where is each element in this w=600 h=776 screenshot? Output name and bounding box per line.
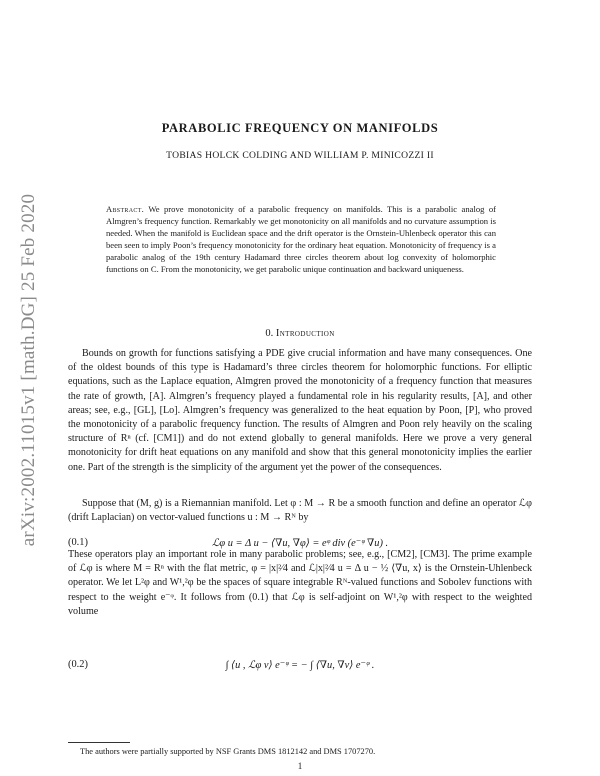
section-number: 0.	[265, 328, 274, 339]
paragraph-operators: These operators play an important role in many parabolic problems; see, e.g., [CM2], [CM3]. The prime example of ℒφ is where M = Rⁿ with the flat metric, φ = |x|²⁄4 and ℒ|x|²⁄4 u = Δ u − ½ ⟨∇u, x⟩ is the Ornstein-Uhlenbeck operator. We let L²φ and W¹,²φ be the spaces of square integrable Rᴺ-valued functions and Sobolev functions with respect to the weight e⁻ᵠ. It follows from (0.1) that ℒφ is self-adjoint on W¹,²φ with respect to the weighted volume	[68, 549, 532, 617]
abstract-label: Abstract.	[106, 204, 145, 214]
section-heading	[0, 328, 600, 339]
page-number: 1	[297, 761, 303, 771]
equation-formula: ∫ ⟨u , ℒφ v⟩ e⁻ᵠ = − ∫ ⟨∇u, ∇v⟩ e⁻ᵠ .	[225, 660, 375, 671]
abstract-text: We prove monotonicity of a parabolic frequency on manifolds. This is a parabolic analog of Almgren’s frequency function. Remarkably we get monotonicity on all manifolds and no curvature assumption is needed. When the manifold is Euclidean space and the drift operator is the Ornstein-Uhlenbeck operator this can been seen to imply Poon’s frequency monotonicity for the ordinary heat equation. Monotonicity of frequency is a parabolic analog of the 19th century Hadamard three circles theorem about log convexity of holomorphic functions on C. From the monotonicity, we get parabolic unique continuation and backward uniqueness.	[106, 204, 497, 274]
paper-authors: TOBIAS HOLCK COLDING AND WILLIAM P. MINICOZZI II	[166, 150, 434, 161]
abstract	[106, 204, 496, 275]
equation-formula: ℒφ u = Δ u − ⟨∇u, ∇φ⟩ = eᵠ div (e⁻ᵠ ∇u) .	[211, 538, 389, 549]
footnote-rule	[68, 742, 130, 743]
paragraph-intro: Bounds on growth for functions satisfying a PDE give crucial information and have many consequences. One of the oldest bounds of this type is Hadamard’s three circles theorem for holomorphic functions. For elliptic equations, such as the Laplace equation, Almgren proved the monotonicity of a frequency function that measures the rate of growth, [A]. Almgren’s frequency played a fundamental role in his regularity results, [A], and other areas; see, e.g., [GL], [Lo]. Almgren’s frequency was generalized to the heat equation by Poon, [P], who proved the monotonicity of a parabolic frequency function. The results of Almgren and Poon rely heavily on the scaling structure of Rⁿ (cf. [CM1]) and do not extend globally to general manifolds. Here we prove a very general monotonicity for drift heat equations on any manifold and show that this general monotonicity implies the earlier one. Part of the strength is the simplicity of the argument yet the power of the consequences.	[68, 348, 532, 473]
arxiv-stamp	[14, 160, 44, 580]
paper-title: PARABOLIC FREQUENCY ON MANIFOLDS	[161, 121, 439, 135]
paragraph-setup: Suppose that (M, g) is a Riemannian manifold. Let φ : M → R be a smooth function and define an operator ℒφ (drift Laplacian) on vector-valued functions u : M → Rᴺ by	[68, 498, 532, 524]
section-title: Introduction	[275, 328, 335, 339]
equation-number: (0.2)	[68, 659, 88, 670]
footnote: The authors were partially supported by NSF Grants DMS 1812142 and DMS 1707270.	[80, 747, 376, 756]
arxiv-stamp-text: arXiv:2002.11015v1 [math.DG] 25 Feb 2020	[18, 193, 39, 547]
equation-number: (0.1)	[68, 537, 88, 548]
